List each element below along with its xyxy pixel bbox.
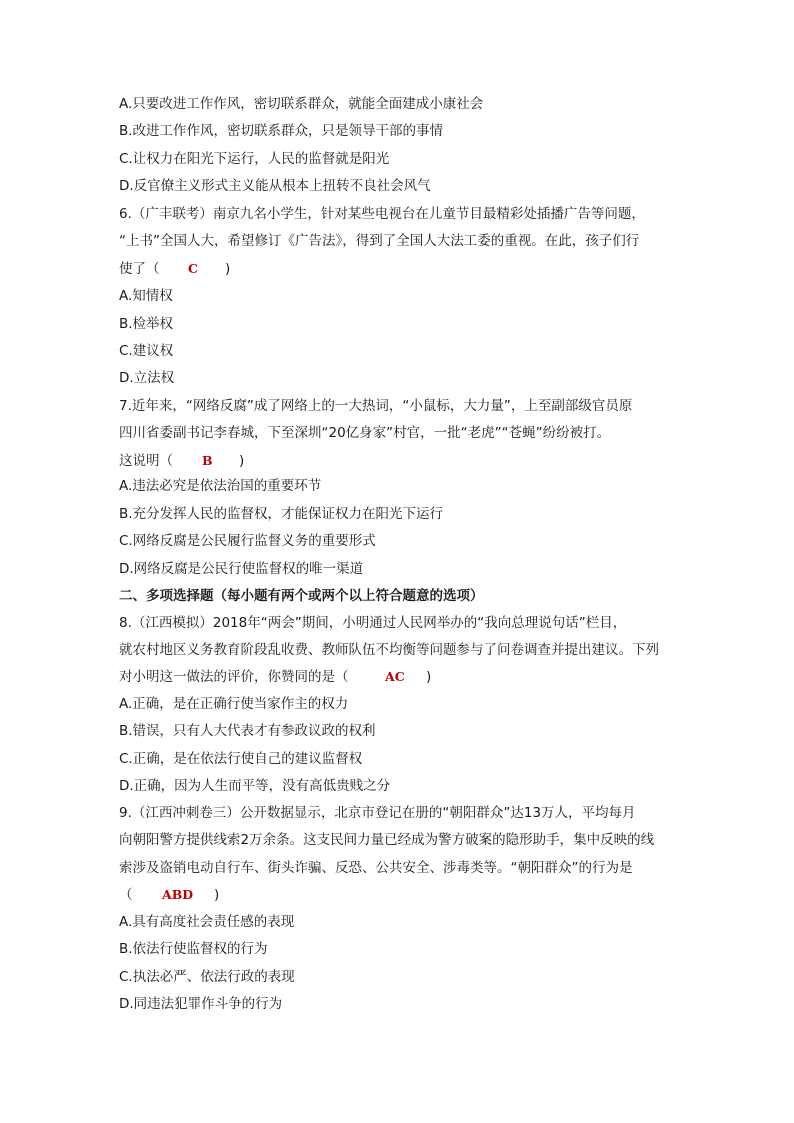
q6-stem-line-3 (119, 259, 259, 279)
q7-paren-open: 这说明（ (119, 453, 173, 469)
q5-option-a: A.只要改进工作作风，密切联系群众，就能全面建成小康社会 (119, 96, 484, 112)
section-2-title: 二、多项选择题（每小题有两个或两个以上符合题意的选项） (119, 588, 484, 604)
q6-option-b: B.检举权 (119, 316, 174, 332)
q9-stem-line-2: 向朝阳警方提供线索2万余条。这支民间力量已经成为警方破案的隐形助手，集中反映的线 (119, 832, 655, 848)
q6-paren-close: ) (225, 261, 231, 277)
q7-stem-line-2: 四川省委副书记李春城，下至深圳“20亿身家”村官，一批“老虎”“苍蝇”纷纷被打。 (119, 425, 611, 441)
q9-stem-line-4 (119, 885, 259, 905)
q8-stem-line-1: 8.（江西模拟）2018年“两会”期间，小明通过人民网举办的“我向总理说句话”栏目， (119, 615, 627, 631)
q9-stem-line-3: 索涉及盗销电动自行车、街头诈骗、反恐、公共安全、涉毒类等。“朝阳群众”的行为是 (119, 860, 633, 876)
q7-option-c: C.网络反腐是公民履行监督义务的重要形式 (119, 533, 376, 549)
q9-option-b: B.依法行使监督权的行为 (119, 941, 268, 957)
q8-paren-close: ) (426, 669, 432, 685)
q5-option-d: D.反官僚主义形式主义能从根本上扭转不良社会风气 (119, 178, 431, 194)
q7-paren-close: ) (239, 453, 245, 469)
q6-option-d: D.立法权 (119, 370, 175, 386)
q6-stem-line-2: “上书”全国人大，希望修订《广告法》，得到了全国人大法工委的重视。在此，孩子们行 (119, 233, 640, 249)
q7-stem-line-1: 7.近年来，“网络反腐”成了网络上的一大热词，“小鼠标，大力量”，上至副部级官员原 (119, 398, 633, 414)
q8-answer: AC (385, 669, 405, 684)
q8-option-b: B.错误，只有人大代表才有参政议政的权利 (119, 723, 376, 739)
q9-option-d: D.同违法犯罪作斗争的行为 (119, 996, 283, 1012)
q6-answer: C (188, 261, 198, 276)
q8-paren-open: 对小明这一做法的评价，你赞同的是（ (119, 669, 349, 685)
q7-option-b: B.充分发挥人民的监督权，才能保证权力在阳光下运行 (119, 506, 444, 522)
q8-stem-line-3 (119, 667, 449, 687)
q9-option-a: A.具有高度社会责任感的表现 (119, 914, 295, 930)
q7-answer: B (202, 453, 213, 468)
q9-paren-open: （ (119, 887, 133, 903)
q6-stem-line-1: 6.（广丰联考）南京九名小学生，针对某些电视台在儿童节目最精彩处插播广告等问题， (119, 206, 645, 222)
q8-stem-line-2: 就农村地区义务教育阶段乱收费、教师队伍不均衡等问题参与了问卷调查并提出建议。下列 (119, 642, 659, 658)
q5-option-c: C.让权力在阳光下运行，人民的监督就是阳光 (119, 151, 390, 167)
q8-option-a: A.正确，是在正确行使当家作主的权力 (119, 696, 349, 712)
q9-answer: ABD (162, 887, 194, 902)
q6-paren-open: 使了（ (119, 261, 160, 277)
q7-stem-line-3 (119, 451, 259, 471)
q9-stem-line-1: 9.（江西冲刺卷三）公开数据显示，北京市登记在册的“朝阳群众”达13万人，平均每月 (119, 805, 636, 821)
q8-option-d: D.正确，因为人生而平等，没有高低贵贱之分 (119, 778, 391, 794)
q5-option-b: B.改进工作作风，密切联系群众，只是领导干部的事情 (119, 123, 444, 139)
q8-option-c: C.正确，是在依法行使自己的建议监督权 (119, 751, 363, 767)
q9-option-c: C.执法必严、依法行政的表现 (119, 969, 295, 985)
q6-option-a: A.知情权 (119, 288, 173, 304)
q6-option-c: C.建议权 (119, 343, 174, 359)
q9-paren-close: ) (214, 887, 220, 903)
q7-option-d: D.网络反腐是公民行使监督权的唯一渠道 (119, 561, 364, 577)
q7-option-a: A.违法必究是依法治国的重要环节 (119, 478, 322, 494)
